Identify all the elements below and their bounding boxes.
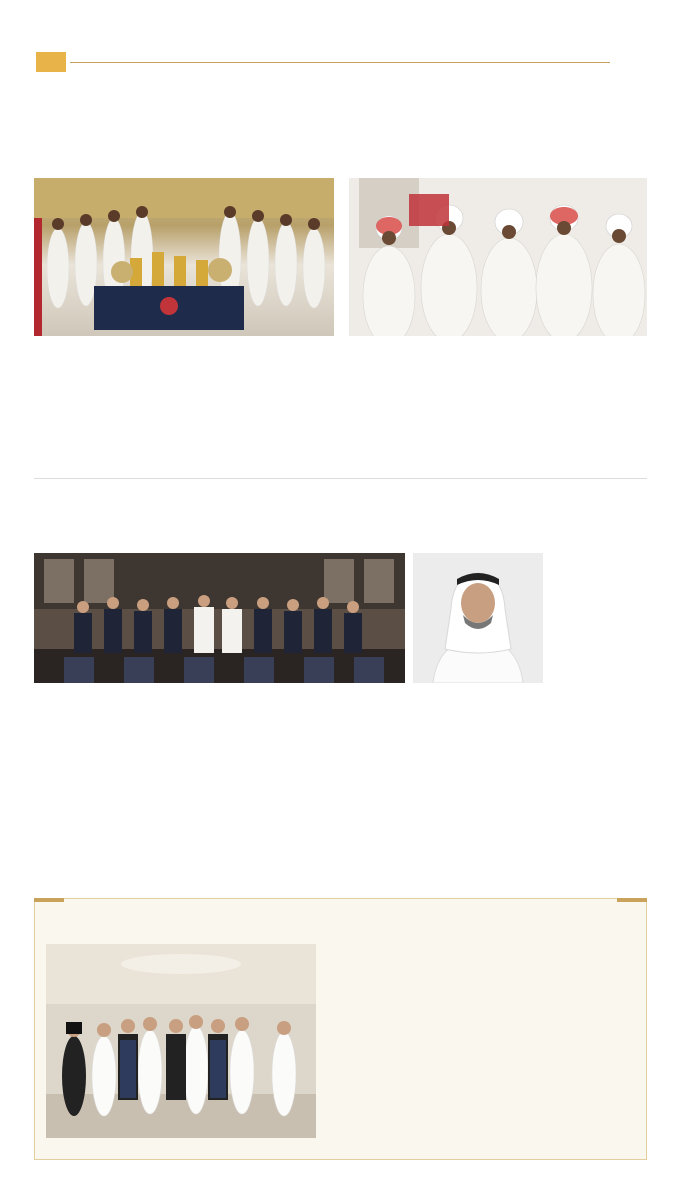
- page-header: [0, 0, 681, 78]
- article2-column-4: [158, 692, 274, 930]
- article1-column-3: [335, 345, 435, 472]
- article1-column-2: [443, 345, 543, 472]
- article3-column-2: [432, 946, 532, 1150]
- article3-column-3: [324, 946, 424, 1150]
- photo-officials-ribbon: [349, 178, 647, 336]
- photo-team-trophies: [34, 178, 334, 336]
- article1-column-5: [34, 345, 219, 472]
- page-number: [36, 52, 66, 72]
- article2-column-1: [551, 566, 647, 930]
- article3-column-1: [540, 946, 640, 1150]
- photo-conference-group: [34, 553, 405, 683]
- photo-almannai-portrait: [413, 553, 543, 683]
- header-rule: [70, 62, 610, 63]
- article1-column-4: [227, 345, 327, 472]
- corner-accent-left: [34, 898, 64, 902]
- newspaper-logo: [378, 44, 478, 72]
- article2-column-5: [34, 692, 150, 930]
- corner-accent-right: [617, 898, 647, 902]
- article1-column-1: [551, 360, 647, 472]
- article2-column-2: [413, 692, 543, 930]
- photo-qada-group: [46, 944, 316, 1138]
- article2-column-3: [282, 692, 405, 930]
- section-divider-1: [34, 478, 647, 479]
